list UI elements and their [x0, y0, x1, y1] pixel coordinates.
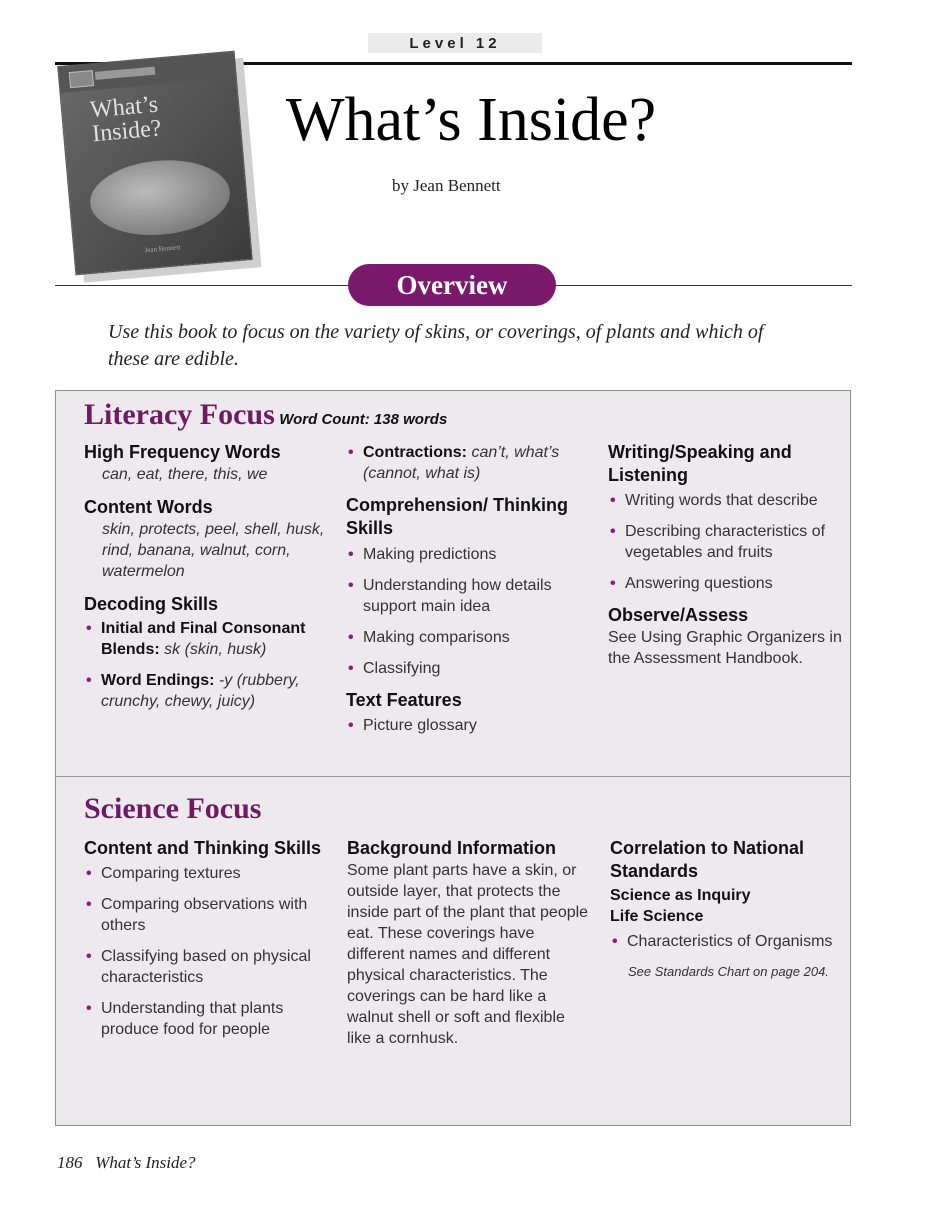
correlation-list [610, 931, 846, 952]
cover-title-line-2: Inside? [91, 115, 163, 148]
list-item: • Comparing textures [86, 865, 241, 882]
cover-author: Jean Bennett [144, 243, 181, 255]
list-item: • Word Endings: -y (rubbery, crunchy, chewy, juicy) [86, 672, 300, 710]
list-item: • Comparing observations with others [86, 896, 308, 934]
list-item: • Picture glossary [348, 717, 477, 734]
list-item: • Answering questions [610, 575, 773, 592]
comprehension-list [346, 544, 596, 679]
science-col-3 [610, 837, 846, 981]
standards-note: See Standards Chart on page 204. [628, 964, 829, 979]
page-footer: 186 What’s Inside? [57, 1153, 196, 1172]
overview-text: Use this book to focus on the variety of skins, or coverings, of plants and which of these are edible. [108, 321, 764, 370]
content-words: skin, protects, peel, shell, husk, rind, banana, walnut, corn, watermelon [102, 521, 325, 580]
decoding-list [84, 618, 334, 712]
list-item: • Making predictions [348, 546, 497, 563]
cover-title [89, 92, 162, 146]
list-item: • Contractions: can’t, what’s (cannot, what is) [348, 444, 560, 482]
word-count: Word Count: 138 words [279, 411, 448, 428]
publisher-logo-icon [69, 70, 94, 88]
literacy-title: Literacy Focus [84, 398, 275, 431]
focus-divider [55, 776, 851, 777]
text-features-heading: Text Features [346, 690, 462, 710]
correlation-heading: Correlation to National Standards [610, 838, 805, 881]
writing-heading: Writing/Speaking and Listening [608, 442, 792, 485]
decoding-heading: Decoding Skills [84, 594, 219, 614]
observe-heading: Observe/Assess [608, 605, 749, 625]
science-content-list [84, 863, 334, 1040]
science-col-2 [347, 837, 593, 1049]
list-item: • Classifying based on physical characteristics [86, 948, 311, 986]
page-title: What’s Inside? [286, 86, 657, 154]
level-label: Level 12 [368, 33, 542, 53]
walnut-image [87, 155, 233, 241]
overview-badge: Overview [348, 264, 556, 306]
science-title: Science Focus [84, 792, 262, 825]
background-text: Some plant parts have a skin, or outside layer, that protects the inside part of the plant that people eat. These coverings have different names and different physical characteristics. The coverings can be hard like a walnut shell or soft and flexible like a cornhusk. [347, 862, 589, 1047]
cover-title-line-1: What’s [89, 91, 160, 124]
comprehension-heading: Comprehension/ Thinking Skills [346, 495, 569, 538]
literacy-col-1 [84, 441, 334, 722]
correlation-sub-2: Life Science [610, 908, 704, 925]
high-frequency-words: can, eat, there, this, we [102, 466, 268, 483]
list-item: • Characteristics of Organisms [612, 933, 833, 950]
content-words-heading: Content Words [84, 497, 213, 517]
list-item: • Initial and Final Consonant Blends: sk (skin, husk) [86, 620, 306, 658]
correlation-sub-1: Science as Inquiry [610, 887, 751, 904]
decoding-list-continued [346, 442, 596, 484]
list-item: • Making comparisons [348, 629, 510, 646]
text-features-list [346, 715, 596, 736]
list-item: • Writing words that describe [610, 492, 818, 509]
list-item: • Understanding that plants produce food for people [86, 1000, 284, 1038]
literacy-col-2 [346, 442, 596, 746]
book-cover-image [57, 51, 253, 276]
observe-text: See Using Graphic Organizers in the Assessment Handbook. [608, 629, 842, 667]
literacy-col-3 [608, 441, 844, 669]
high-frequency-heading: High Frequency Words [84, 442, 281, 462]
list-item: • Classifying [348, 660, 441, 677]
literacy-heading [84, 398, 447, 432]
science-content-heading: Content and Thinking Skills [84, 838, 322, 858]
byline: by Jean Bennett [392, 176, 501, 195]
list-item: • Describing characteristics of vegetables and fruits [610, 523, 826, 561]
science-col-1 [84, 837, 334, 1050]
writing-list [608, 490, 844, 594]
background-heading: Background Information [347, 838, 557, 858]
list-item: • Understanding how details support main idea [348, 577, 552, 615]
